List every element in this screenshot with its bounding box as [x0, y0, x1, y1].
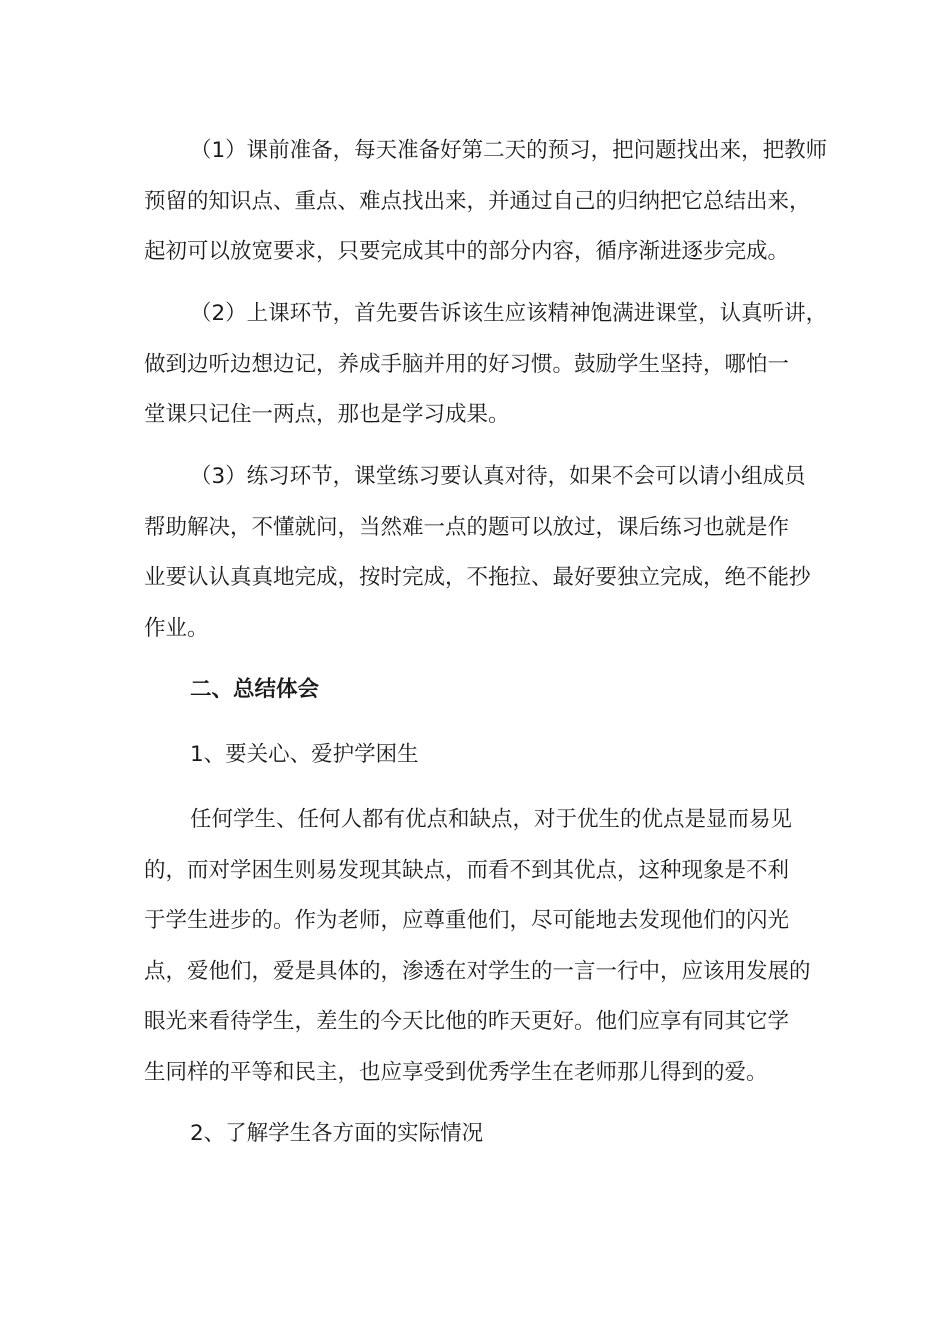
text-line: 于学生进步的。作为老师，应尊重他们，尽可能地去发现他们的闪光	[144, 908, 790, 933]
text-line: 任何学生、任何人都有优点和缺点，对于优生的优点是显而易见	[190, 807, 793, 832]
paragraph-practice-session	[144, 452, 811, 654]
paragraph-lesson-preparation	[144, 126, 828, 278]
text-line: （2）上课环节，首先要告诉该生应该精神饱满进课堂，认真听讲，	[190, 301, 828, 326]
subheading-text: 1、要关心、爱护学困生	[190, 742, 419, 767]
paragraph-strengths-weaknesses	[144, 795, 811, 1098]
text-line: 做到边听边想边记，养成手脑并用的好习惯。鼓励学生坚持，哪怕一	[144, 351, 790, 377]
text-line: 预留的知识点、重点、难点找出来，并通过自己的归纳把它总结出来，	[144, 188, 811, 214]
section-heading-text: 二、总结体会	[190, 677, 320, 702]
subheading-text: 2、了解学生各方面的实际情况	[190, 1121, 484, 1146]
section-heading	[144, 665, 808, 716]
text-line: 起初可以放宽要求，只要完成其中的部分内容，循序渐进逐步完成。	[144, 239, 790, 264]
text-line: （3）练习环节，课堂练习要认真对待，如果不会可以请小组成员	[190, 464, 806, 489]
text-line: 堂课只记住一两点，那也是学习成果。	[144, 402, 510, 427]
text-line: 眼光来看待学生，差生的今天比他的昨天更好。他们应享有同其它学	[144, 1009, 790, 1034]
paragraph-class-session	[144, 289, 828, 441]
text-line: 的，而对学困生则易发现其缺点，而看不到其优点，这种现象是不利	[144, 857, 790, 883]
text-line: 点，爱他们，爱是具体的，渗透在对学生的一言一行中，应该用发展的	[144, 958, 811, 984]
text-line: 生同样的平等和民主，也应享受到优秀学生在老师那儿得到的爱。	[144, 1059, 768, 1085]
text-line: 作业。	[144, 615, 209, 641]
text-line: 帮助解决，不懂就问，当然难一点的题可以放过，课后练习也就是作	[144, 514, 790, 540]
text-line: 业要认认真真地完成，按时完成，不拖拉、最好要独立完成，绝不能抄	[144, 565, 811, 590]
subheading-care-for-students	[144, 730, 808, 781]
subheading-understand-students	[144, 1109, 808, 1160]
text-line: （1）课前准备，每天准备好第二天的预习，把问题找出来，把教师	[190, 138, 828, 163]
